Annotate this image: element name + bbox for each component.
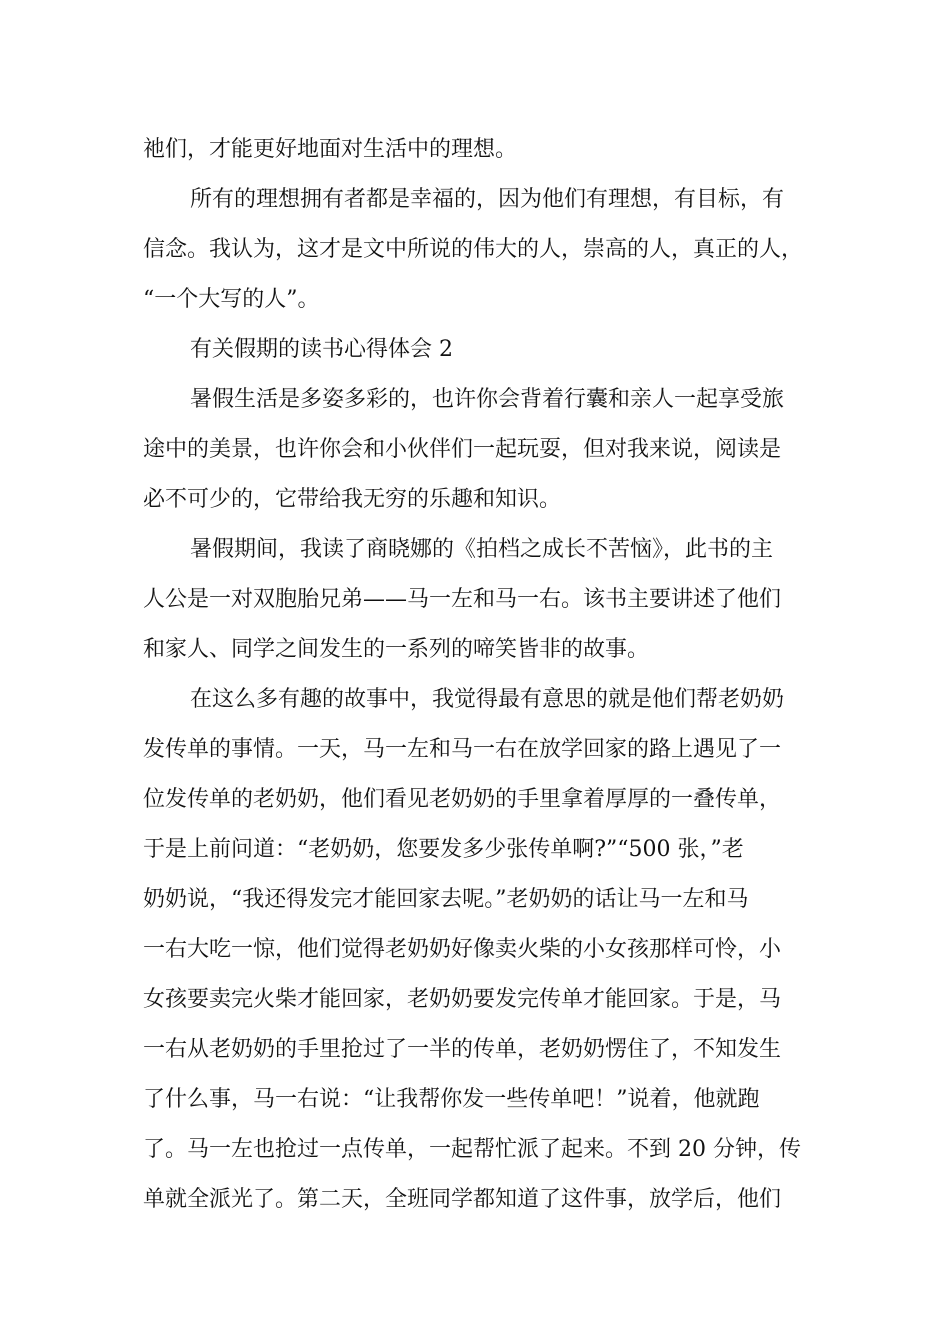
text-line: 了。马一左也抢过一点传单，一起帮忙派了起来。不到 20 分钟，传 — [143, 1137, 801, 1162]
text-line: 单就全派光了。第二天，全班同学都知道了这件事，放学后，他们 — [143, 1187, 782, 1212]
text-line: 了什么事，马一右说：“让我帮你发一些传单吧！”说着，他就跑 — [143, 1087, 760, 1112]
text-line: 信念。我认为，这才是文中所说的伟大的人，崇高的人，真正的人， — [143, 237, 804, 262]
paragraph-start: 暑假期间，我读了商晓娜的《拍档之成长不苦恼》，此书的主 — [190, 537, 774, 562]
section-heading: 有关假期的读书心得体会 2 — [190, 337, 453, 362]
text-line: 一右大吃一惊，他们觉得老奶奶好像卖火柴的小女孩那样可怜，小 — [143, 937, 782, 962]
paragraph-start: 暑假生活是多姿多彩的，也许你会背着行囊和亲人一起享受旅 — [190, 387, 785, 412]
text-line: 和家人、同学之间发生的一系列的啼笑皆非的故事。 — [143, 637, 650, 662]
text-line: 于是上前问道：“老奶奶，您要发多少张传单啊?”“500 张，”老 — [143, 837, 744, 862]
text-line: 人公是一对双胞胎兄弟——马一左和马一右。该书主要讲述了他们 — [143, 587, 782, 612]
text-line: 奶奶说，“我还得发完才能回家去呢。”老奶奶的话让马一左和马 — [143, 887, 749, 912]
text-line: 必不可少的，它带给我无穷的乐趣和知识。 — [143, 487, 562, 512]
text-line: 途中的美景，也许你会和小伙伴们一起玩耍，但对我来说，阅读是 — [143, 437, 782, 462]
text-line: 女孩要卖完火柴才能回家，老奶奶要发完传单才能回家。于是，马 — [143, 987, 782, 1012]
text-line: 一右从老奶奶的手里抢过了一半的传单，老奶奶愣住了，不知发生 — [143, 1037, 782, 1062]
text-line: 祂们，才能更好地面对生活中的理想。 — [143, 137, 518, 162]
paragraph-start: 在这么多有趣的故事中，我觉得最有意思的就是他们帮老奶奶 — [190, 687, 785, 712]
paragraph-start: 所有的理想拥有者都是幸福的，因为他们有理想，有目标，有 — [190, 187, 785, 212]
text-line: “一个大写的人”。 — [143, 287, 320, 312]
text-line: 发传单的事情。一天，马一左和马一右在放学回家的路上遇见了一 — [143, 737, 782, 762]
text-line: 位发传单的老奶奶，他们看见老奶奶的手里拿着厚厚的一叠传单， — [143, 787, 782, 812]
